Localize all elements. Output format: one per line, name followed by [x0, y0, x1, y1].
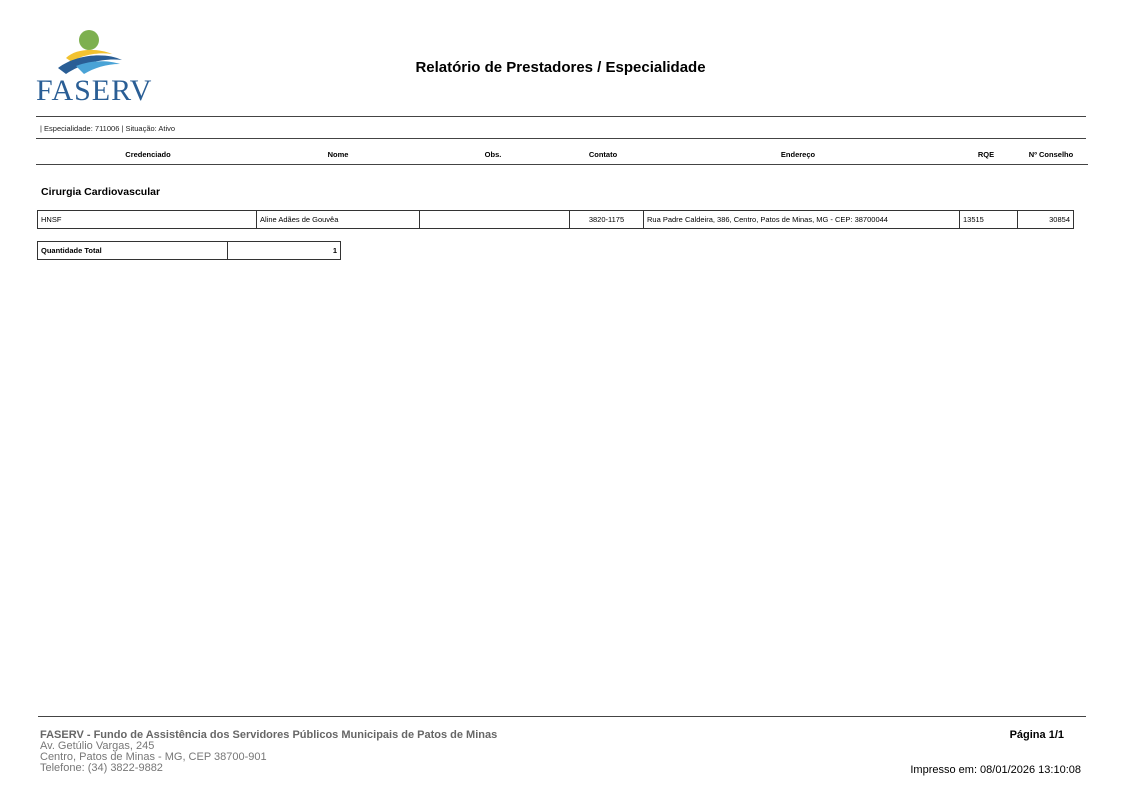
cell-obs — [419, 210, 570, 229]
column-header-rqe: RQE — [977, 150, 995, 159]
table-header-divider — [36, 164, 1088, 165]
cell-contato: 3820-1175 — [569, 210, 644, 229]
page-number: Página 1/1 — [1009, 729, 1064, 741]
cell-endereco: Rua Padre Caldeira, 386, Centro, Patos de Minas, MG - CEP: 38700044 — [643, 210, 960, 229]
filter-divider — [36, 138, 1086, 139]
footer-address-line2: Centro, Patos de Minas - MG, CEP 38700-901 — [40, 751, 267, 763]
column-header-endereco: Endereço — [780, 150, 816, 159]
cell-nome: Aline Adães de Gouvêa — [256, 210, 420, 229]
footer-phone: Telefone: (34) 3822-9882 — [40, 762, 163, 774]
cell-conselho: 30854 — [1017, 210, 1074, 229]
total-label: Quantidade Total — [37, 241, 228, 260]
footer-address-line1: Av. Getúlio Vargas, 245 — [40, 740, 155, 752]
column-header-nome: Nome — [327, 150, 349, 159]
filter-summary: | Especialidade: 711006 | Situação: Ativo — [40, 124, 176, 133]
logo-text: FASERV — [36, 74, 153, 107]
footer-divider — [38, 716, 1086, 717]
column-header-credenciado: Credenciado — [125, 150, 171, 159]
column-header-contato: Contato — [588, 150, 618, 159]
column-header-obs: Obs. — [484, 150, 502, 159]
printed-timestamp: Impresso em: 08/01/2026 13:10:08 — [910, 764, 1081, 776]
header-divider — [36, 116, 1086, 117]
column-header-conselho: Nº Conselho — [1028, 150, 1074, 159]
cell-credenciado: HNSF — [37, 210, 257, 229]
group-title: Cirurgia Cardiovascular — [41, 186, 161, 198]
table-header — [38, 147, 1088, 163]
report-title: Relatório de Prestadores / Especialidade — [415, 59, 706, 76]
cell-rqe: 13515 — [959, 210, 1018, 229]
total-value: 1 — [227, 241, 341, 260]
footer-organization: FASERV - Fundo de Assistência dos Servidores Públicos Municipais de Patos de Minas — [40, 729, 498, 741]
